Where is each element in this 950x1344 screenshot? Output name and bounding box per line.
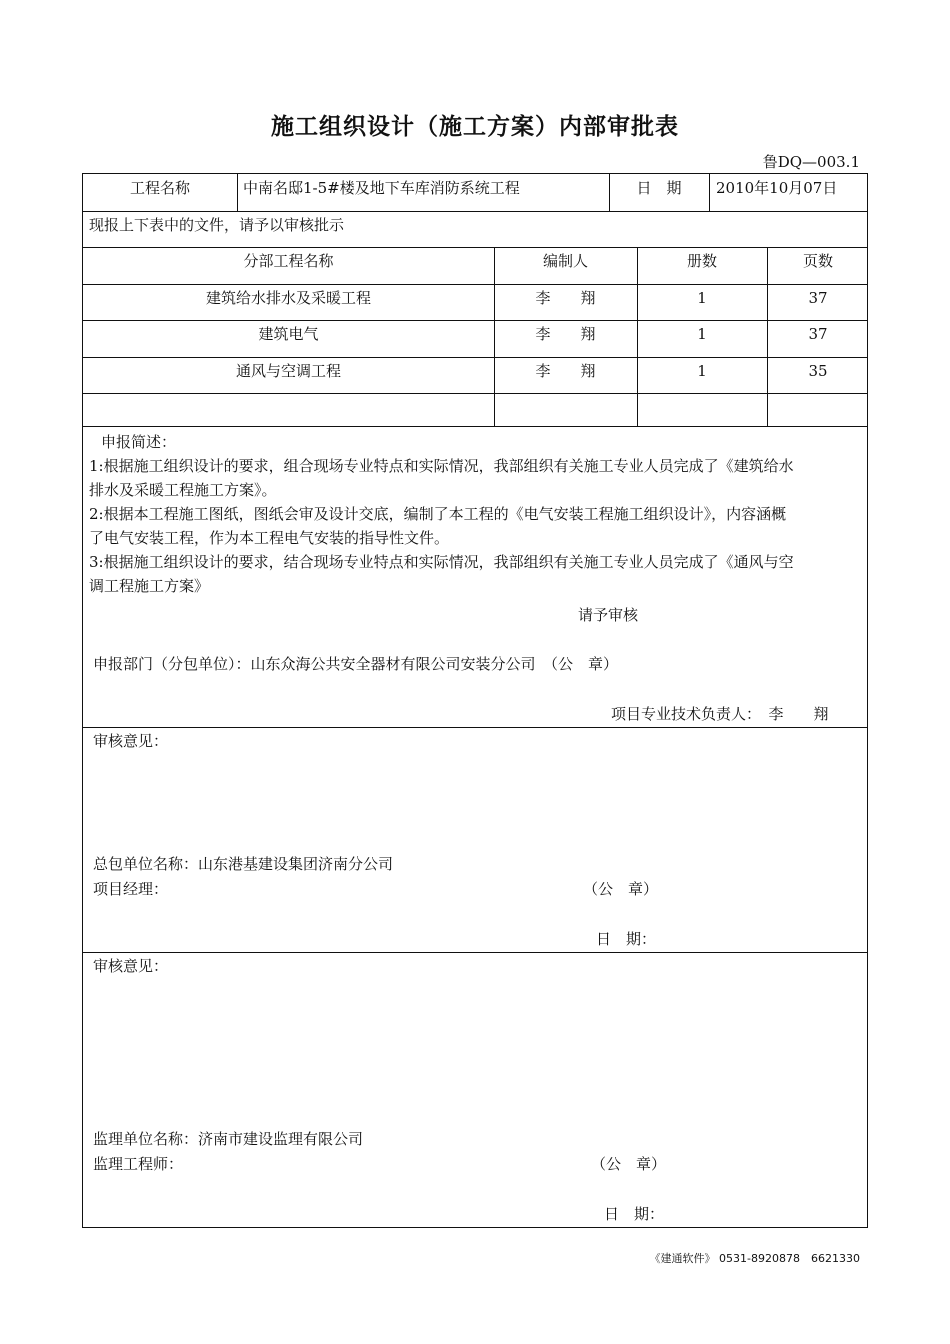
report-line: 排水及采暖工程施工方案》。 bbox=[89, 481, 277, 499]
table-cell-volumes: 1 bbox=[697, 325, 707, 343]
row-divider bbox=[83, 426, 867, 427]
footer-software-credit: 《建通软件》 0531-8920878 6621330 bbox=[649, 1252, 860, 1265]
report-line: 1:根据施工组织设计的要求，组合现场专业特点和实际情况，我部组织有关施工专业人员完成了《建筑给水 bbox=[89, 457, 794, 475]
table-cell-author: 李 翔 bbox=[535, 325, 596, 343]
table-cell-pages: 37 bbox=[808, 289, 828, 307]
supervision-seal: （公 章） bbox=[591, 1155, 667, 1173]
section-divider bbox=[83, 952, 867, 953]
document-title: 施工组织设计（施工方案）内部审批表 bbox=[271, 114, 679, 140]
general-seal: （公 章） bbox=[583, 880, 659, 898]
col-header-pages: 页数 bbox=[802, 252, 833, 270]
table-cell-pages: 35 bbox=[808, 362, 828, 380]
table-cell-author: 李 翔 bbox=[535, 362, 596, 380]
table-cell-subproject: 通风与空调工程 bbox=[235, 362, 341, 380]
report-line: 2:根据本工程施工图纸，图纸会审及设计交底，编制了本工程的《电气安装工程施工组织设计》，内容涵概 bbox=[89, 505, 787, 523]
project-name-label: 工程名称 bbox=[129, 179, 190, 197]
col-header-volumes: 册数 bbox=[686, 252, 717, 270]
supervision-review-heading: 审核意见： bbox=[93, 957, 169, 975]
supervision-engineer-label: 监理工程师： bbox=[93, 1155, 184, 1173]
submitting-department: 申报部门（分包单位）：山东众海公共安全器材有限公司安装分公司 （公 章） bbox=[93, 655, 619, 673]
table-cell-subproject: 建筑给水排水及采暖工程 bbox=[205, 289, 371, 307]
report-line: 调工程施工方案》 bbox=[89, 577, 210, 595]
report-line: 3:根据施工组织设计的要求，结合现场专业特点和实际情况，我部组织有关施工专业人员完成了《通风与空 bbox=[89, 553, 794, 571]
col-header-author: 编制人 bbox=[542, 252, 588, 270]
supervision-date-label: 日 期： bbox=[604, 1205, 665, 1223]
col-divider bbox=[237, 174, 238, 211]
row-divider bbox=[83, 211, 867, 212]
section-divider bbox=[83, 727, 867, 728]
table-cell-volumes: 1 bbox=[697, 362, 707, 380]
general-contractor-unit: 总包单位名称：山东港基建设集团济南分公司 bbox=[93, 855, 394, 873]
row-divider bbox=[83, 247, 867, 248]
col-divider bbox=[709, 174, 710, 211]
supervision-unit: 监理单位名称：济南市建设监理有限公司 bbox=[93, 1130, 364, 1148]
project-name-value: 中南名邸1-5#楼及地下车库消防系统工程 bbox=[243, 179, 520, 197]
table-cell-volumes: 1 bbox=[697, 289, 707, 307]
date-value: 2010年10月07日 bbox=[716, 179, 838, 197]
approval-form bbox=[82, 173, 868, 1228]
technical-lead: 项目专业技术负责人： 李 翔 bbox=[611, 705, 829, 723]
table-cell-author: 李 翔 bbox=[535, 289, 596, 307]
general-date-label: 日 期： bbox=[596, 930, 657, 948]
row-divider bbox=[83, 284, 867, 285]
form-code: 鲁DQ—003.1 bbox=[762, 153, 860, 171]
row-divider bbox=[83, 393, 867, 394]
report-heading: 申报简述： bbox=[101, 433, 177, 451]
table-cell-pages: 37 bbox=[808, 325, 828, 343]
review-request: 请予审核 bbox=[578, 606, 639, 624]
row-divider bbox=[83, 320, 867, 321]
row-divider bbox=[83, 357, 867, 358]
table-cell-subproject: 建筑电气 bbox=[258, 325, 319, 343]
report-body bbox=[89, 454, 861, 598]
intro-text: 现报上下表中的文件，请予以审核批示 bbox=[89, 216, 345, 234]
col-header-subproject: 分部工程名称 bbox=[243, 252, 334, 270]
date-label: 日 期 bbox=[636, 179, 682, 197]
project-manager-label: 项目经理： bbox=[93, 880, 169, 898]
report-line: 了电气安装工程，作为本工程电气安装的指导性文件。 bbox=[89, 529, 450, 547]
general-review-heading: 审核意见： bbox=[93, 732, 169, 750]
